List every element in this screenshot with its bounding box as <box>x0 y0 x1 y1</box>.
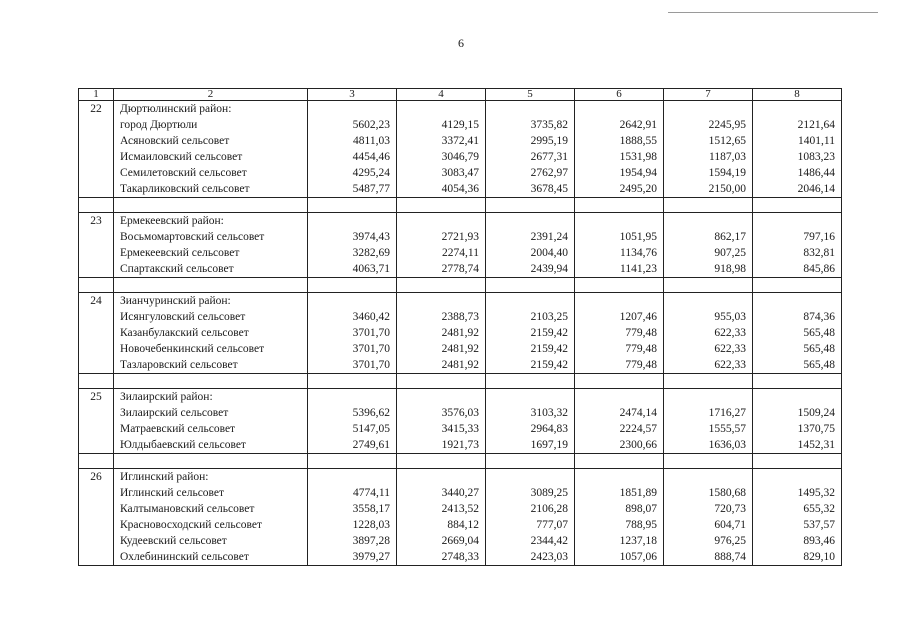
empty-cell <box>753 469 842 486</box>
settlement-name: Исмаиловский сельсовет <box>114 149 308 165</box>
value-cell: 3735,82 <box>486 117 575 133</box>
value-cell: 622,33 <box>664 357 753 374</box>
table-row <box>79 165 842 181</box>
value-cell: 1555,57 <box>664 421 753 437</box>
settlement-name: Иглинский сельсовет <box>114 485 308 501</box>
spacer-cell <box>664 454 753 469</box>
value-cell: 1580,68 <box>664 485 753 501</box>
spacer-cell <box>397 278 486 293</box>
settlement-name: Тазларовский сельсовет <box>114 357 308 374</box>
value-cell: 2121,64 <box>753 117 842 133</box>
empty-cell <box>664 213 753 230</box>
value-cell: 3897,28 <box>308 533 397 549</box>
spacer-cell <box>753 198 842 213</box>
empty-cell <box>575 101 664 118</box>
table-row <box>79 533 842 549</box>
value-cell: 2677,31 <box>486 149 575 165</box>
value-cell: 2300,66 <box>575 437 664 454</box>
value-cell: 3701,70 <box>308 357 397 374</box>
value-cell: 2423,03 <box>486 549 575 566</box>
value-cell: 862,17 <box>664 229 753 245</box>
value-cell: 5487,77 <box>308 181 397 198</box>
spacer-cell <box>79 454 114 469</box>
value-cell: 3979,27 <box>308 549 397 566</box>
value-cell: 779,48 <box>575 341 664 357</box>
district-number: 22 <box>79 101 114 198</box>
empty-cell <box>753 213 842 230</box>
empty-cell <box>397 213 486 230</box>
spacer-cell <box>664 198 753 213</box>
value-cell: 1401,11 <box>753 133 842 149</box>
settlement-name: Восьмомартовский сельсовет <box>114 229 308 245</box>
value-cell: 3576,03 <box>397 405 486 421</box>
value-cell: 2344,42 <box>486 533 575 549</box>
table-row <box>79 133 842 149</box>
spacer-cell <box>575 278 664 293</box>
district-name: Иглинский район: <box>114 469 308 486</box>
top-edge-rule <box>668 12 878 13</box>
table-row <box>79 181 842 198</box>
value-cell: 2046,14 <box>753 181 842 198</box>
district-name: Зилаирский район: <box>114 389 308 406</box>
value-cell: 3678,45 <box>486 181 575 198</box>
settlement-name: Зилаирский сельсовет <box>114 405 308 421</box>
table-row <box>79 405 842 421</box>
value-cell: 976,25 <box>664 533 753 549</box>
empty-cell <box>486 101 575 118</box>
table-row <box>79 261 842 278</box>
value-cell: 4774,11 <box>308 485 397 501</box>
value-cell: 1370,75 <box>753 421 842 437</box>
value-cell: 918,98 <box>664 261 753 278</box>
spacer-cell <box>308 374 397 389</box>
settlement-name: Ермекеевский сельсовет <box>114 245 308 261</box>
value-cell: 2245,95 <box>664 117 753 133</box>
value-cell: 3046,79 <box>397 149 486 165</box>
settlement-name: Казанбулакский сельсовет <box>114 325 308 341</box>
settlement-name: Калтымановский сельсовет <box>114 501 308 517</box>
table-row <box>79 485 842 501</box>
district-name: Дюртюлинский район: <box>114 101 308 118</box>
table-row <box>79 357 842 374</box>
value-cell: 2749,61 <box>308 437 397 454</box>
value-cell: 622,33 <box>664 325 753 341</box>
empty-cell <box>397 293 486 310</box>
value-cell: 2481,92 <box>397 357 486 374</box>
value-cell: 1051,95 <box>575 229 664 245</box>
value-cell: 1495,32 <box>753 485 842 501</box>
spacer-cell <box>397 198 486 213</box>
value-cell: 1207,46 <box>575 309 664 325</box>
value-cell: 1057,06 <box>575 549 664 566</box>
value-cell: 2274,11 <box>397 245 486 261</box>
value-cell: 1531,98 <box>575 149 664 165</box>
value-cell: 1697,19 <box>486 437 575 454</box>
value-cell: 2439,94 <box>486 261 575 278</box>
column-header: 3 <box>308 89 397 101</box>
value-cell: 720,73 <box>664 501 753 517</box>
empty-cell <box>308 101 397 118</box>
value-cell: 3103,32 <box>486 405 575 421</box>
value-cell: 1851,89 <box>575 485 664 501</box>
empty-cell <box>753 293 842 310</box>
value-cell: 907,25 <box>664 245 753 261</box>
value-cell: 1228,03 <box>308 517 397 533</box>
value-cell: 955,03 <box>664 309 753 325</box>
settlement-name: Охлебининский сельсовет <box>114 549 308 566</box>
value-cell: 3083,47 <box>397 165 486 181</box>
table-row <box>79 421 842 437</box>
value-cell: 3974,43 <box>308 229 397 245</box>
table-row <box>79 245 842 261</box>
value-cell: 1187,03 <box>664 149 753 165</box>
value-cell: 622,33 <box>664 341 753 357</box>
value-cell: 1083,23 <box>753 149 842 165</box>
value-cell: 788,95 <box>575 517 664 533</box>
table-row <box>79 309 842 325</box>
group-spacer <box>79 278 842 293</box>
table-row <box>79 117 842 133</box>
spacer-cell <box>486 278 575 293</box>
spacer-cell <box>308 278 397 293</box>
value-cell: 884,12 <box>397 517 486 533</box>
empty-cell <box>575 293 664 310</box>
empty-cell <box>753 389 842 406</box>
district-name: Зианчуринский район: <box>114 293 308 310</box>
spacer-cell <box>79 278 114 293</box>
table-row <box>79 549 842 566</box>
empty-cell <box>308 213 397 230</box>
value-cell: 4295,24 <box>308 165 397 181</box>
value-cell: 2748,33 <box>397 549 486 566</box>
value-cell: 604,71 <box>664 517 753 533</box>
value-cell: 1921,73 <box>397 437 486 454</box>
value-cell: 829,10 <box>753 549 842 566</box>
spacer-cell <box>664 374 753 389</box>
district-row <box>79 469 842 486</box>
value-cell: 1237,18 <box>575 533 664 549</box>
district-number: 24 <box>79 293 114 374</box>
column-header: 6 <box>575 89 664 101</box>
value-cell: 2964,83 <box>486 421 575 437</box>
value-cell: 5147,05 <box>308 421 397 437</box>
spacer-cell <box>575 374 664 389</box>
page-number: 6 <box>458 36 464 50</box>
spacer-cell <box>486 454 575 469</box>
settlement-name: Исянгуловский сельсовет <box>114 309 308 325</box>
value-cell: 777,07 <box>486 517 575 533</box>
spacer-cell <box>753 454 842 469</box>
value-cell: 779,48 <box>575 357 664 374</box>
spacer-cell <box>397 374 486 389</box>
value-cell: 4811,03 <box>308 133 397 149</box>
value-cell: 1452,31 <box>753 437 842 454</box>
settlement-name: Семилетовский сельсовет <box>114 165 308 181</box>
value-cell: 5602,23 <box>308 117 397 133</box>
settlement-name: Спартакский сельсовет <box>114 261 308 278</box>
group-spacer <box>79 198 842 213</box>
value-cell: 2391,24 <box>486 229 575 245</box>
settlement-name: Матраевский сельсовет <box>114 421 308 437</box>
value-cell: 1134,76 <box>575 245 664 261</box>
district-number: 25 <box>79 389 114 454</box>
value-cell: 1954,94 <box>575 165 664 181</box>
value-cell: 779,48 <box>575 325 664 341</box>
value-cell: 2159,42 <box>486 325 575 341</box>
empty-cell <box>397 389 486 406</box>
value-cell: 565,48 <box>753 341 842 357</box>
district-row <box>79 213 842 230</box>
spacer-cell <box>79 198 114 213</box>
value-cell: 2495,20 <box>575 181 664 198</box>
value-cell: 2669,04 <box>397 533 486 549</box>
table-row <box>79 501 842 517</box>
value-cell: 565,48 <box>753 325 842 341</box>
value-cell: 4454,46 <box>308 149 397 165</box>
value-cell: 845,86 <box>753 261 842 278</box>
value-cell: 874,36 <box>753 309 842 325</box>
value-cell: 2778,74 <box>397 261 486 278</box>
value-cell: 3089,25 <box>486 485 575 501</box>
empty-cell <box>397 469 486 486</box>
value-cell: 893,46 <box>753 533 842 549</box>
value-cell: 2474,14 <box>575 405 664 421</box>
value-cell: 2159,42 <box>486 357 575 374</box>
table-body <box>79 89 842 566</box>
value-cell: 1636,03 <box>664 437 753 454</box>
empty-cell <box>575 213 664 230</box>
spacer-cell <box>114 374 308 389</box>
settlement-name: Красновосходский сельсовет <box>114 517 308 533</box>
value-cell: 655,32 <box>753 501 842 517</box>
value-cell: 3701,70 <box>308 341 397 357</box>
table-row <box>79 149 842 165</box>
column-header: 5 <box>486 89 575 101</box>
value-cell: 832,81 <box>753 245 842 261</box>
spacer-cell <box>79 374 114 389</box>
column-header: 8 <box>753 89 842 101</box>
value-cell: 2150,00 <box>664 181 753 198</box>
value-cell: 1594,19 <box>664 165 753 181</box>
value-cell: 2642,91 <box>575 117 664 133</box>
value-cell: 2413,52 <box>397 501 486 517</box>
district-number: 26 <box>79 469 114 566</box>
settlement-name: Новочебенкинский сельсовет <box>114 341 308 357</box>
empty-cell <box>486 293 575 310</box>
group-spacer <box>79 454 842 469</box>
spacer-cell <box>575 198 664 213</box>
empty-cell <box>575 389 664 406</box>
value-cell: 4054,36 <box>397 181 486 198</box>
value-cell: 2721,93 <box>397 229 486 245</box>
value-cell: 2481,92 <box>397 325 486 341</box>
value-cell: 3558,17 <box>308 501 397 517</box>
empty-cell <box>486 213 575 230</box>
spacer-cell <box>308 198 397 213</box>
budget-table <box>78 88 842 566</box>
spacer-cell <box>114 278 308 293</box>
value-cell: 1716,27 <box>664 405 753 421</box>
value-cell: 2159,42 <box>486 341 575 357</box>
spacer-cell <box>486 198 575 213</box>
column-header: 2 <box>114 89 308 101</box>
value-cell: 3372,41 <box>397 133 486 149</box>
table-row <box>79 229 842 245</box>
value-cell: 898,07 <box>575 501 664 517</box>
settlement-name: Такарликовский сельсовет <box>114 181 308 198</box>
column-header: 1 <box>79 89 114 101</box>
empty-cell <box>308 469 397 486</box>
value-cell: 797,16 <box>753 229 842 245</box>
value-cell: 2762,97 <box>486 165 575 181</box>
table-row <box>79 325 842 341</box>
empty-cell <box>664 101 753 118</box>
spacer-cell <box>575 454 664 469</box>
spacer-cell <box>114 198 308 213</box>
empty-cell <box>308 389 397 406</box>
group-spacer <box>79 374 842 389</box>
empty-cell <box>308 293 397 310</box>
value-cell: 5396,62 <box>308 405 397 421</box>
value-cell: 3701,70 <box>308 325 397 341</box>
settlement-name: город Дюртюли <box>114 117 308 133</box>
district-name: Ермекеевский район: <box>114 213 308 230</box>
settlement-name: Кудеевский сельсовет <box>114 533 308 549</box>
spacer-cell <box>664 278 753 293</box>
empty-cell <box>664 293 753 310</box>
district-row <box>79 101 842 118</box>
value-cell: 1141,23 <box>575 261 664 278</box>
empty-cell <box>486 469 575 486</box>
settlement-name: Юлдыбаевский сельсовет <box>114 437 308 454</box>
district-row <box>79 293 842 310</box>
spacer-cell <box>114 454 308 469</box>
district-number: 23 <box>79 213 114 278</box>
empty-cell <box>664 389 753 406</box>
value-cell: 565,48 <box>753 357 842 374</box>
value-cell: 2004,40 <box>486 245 575 261</box>
value-cell: 3415,33 <box>397 421 486 437</box>
spacer-cell <box>486 374 575 389</box>
value-cell: 1486,44 <box>753 165 842 181</box>
value-cell: 2481,92 <box>397 341 486 357</box>
value-cell: 1512,65 <box>664 133 753 149</box>
table-row <box>79 437 842 454</box>
table-row <box>79 341 842 357</box>
value-cell: 3282,69 <box>308 245 397 261</box>
empty-cell <box>575 469 664 486</box>
column-header: 7 <box>664 89 753 101</box>
value-cell: 2106,28 <box>486 501 575 517</box>
empty-cell <box>397 101 486 118</box>
empty-cell <box>486 389 575 406</box>
empty-cell <box>664 469 753 486</box>
value-cell: 537,57 <box>753 517 842 533</box>
table-row <box>79 517 842 533</box>
spacer-cell <box>753 278 842 293</box>
value-cell: 2103,25 <box>486 309 575 325</box>
empty-cell <box>753 101 842 118</box>
value-cell: 2995,19 <box>486 133 575 149</box>
value-cell: 3440,27 <box>397 485 486 501</box>
value-cell: 4129,15 <box>397 117 486 133</box>
value-cell: 4063,71 <box>308 261 397 278</box>
value-cell: 1888,55 <box>575 133 664 149</box>
value-cell: 888,74 <box>664 549 753 566</box>
column-header: 4 <box>397 89 486 101</box>
spacer-cell <box>753 374 842 389</box>
column-number-header <box>79 89 842 101</box>
value-cell: 2224,57 <box>575 421 664 437</box>
value-cell: 1509,24 <box>753 405 842 421</box>
value-cell: 2388,73 <box>397 309 486 325</box>
spacer-cell <box>308 454 397 469</box>
settlement-name: Асяновский сельсовет <box>114 133 308 149</box>
spacer-cell <box>397 454 486 469</box>
value-cell: 3460,42 <box>308 309 397 325</box>
district-row <box>79 389 842 406</box>
